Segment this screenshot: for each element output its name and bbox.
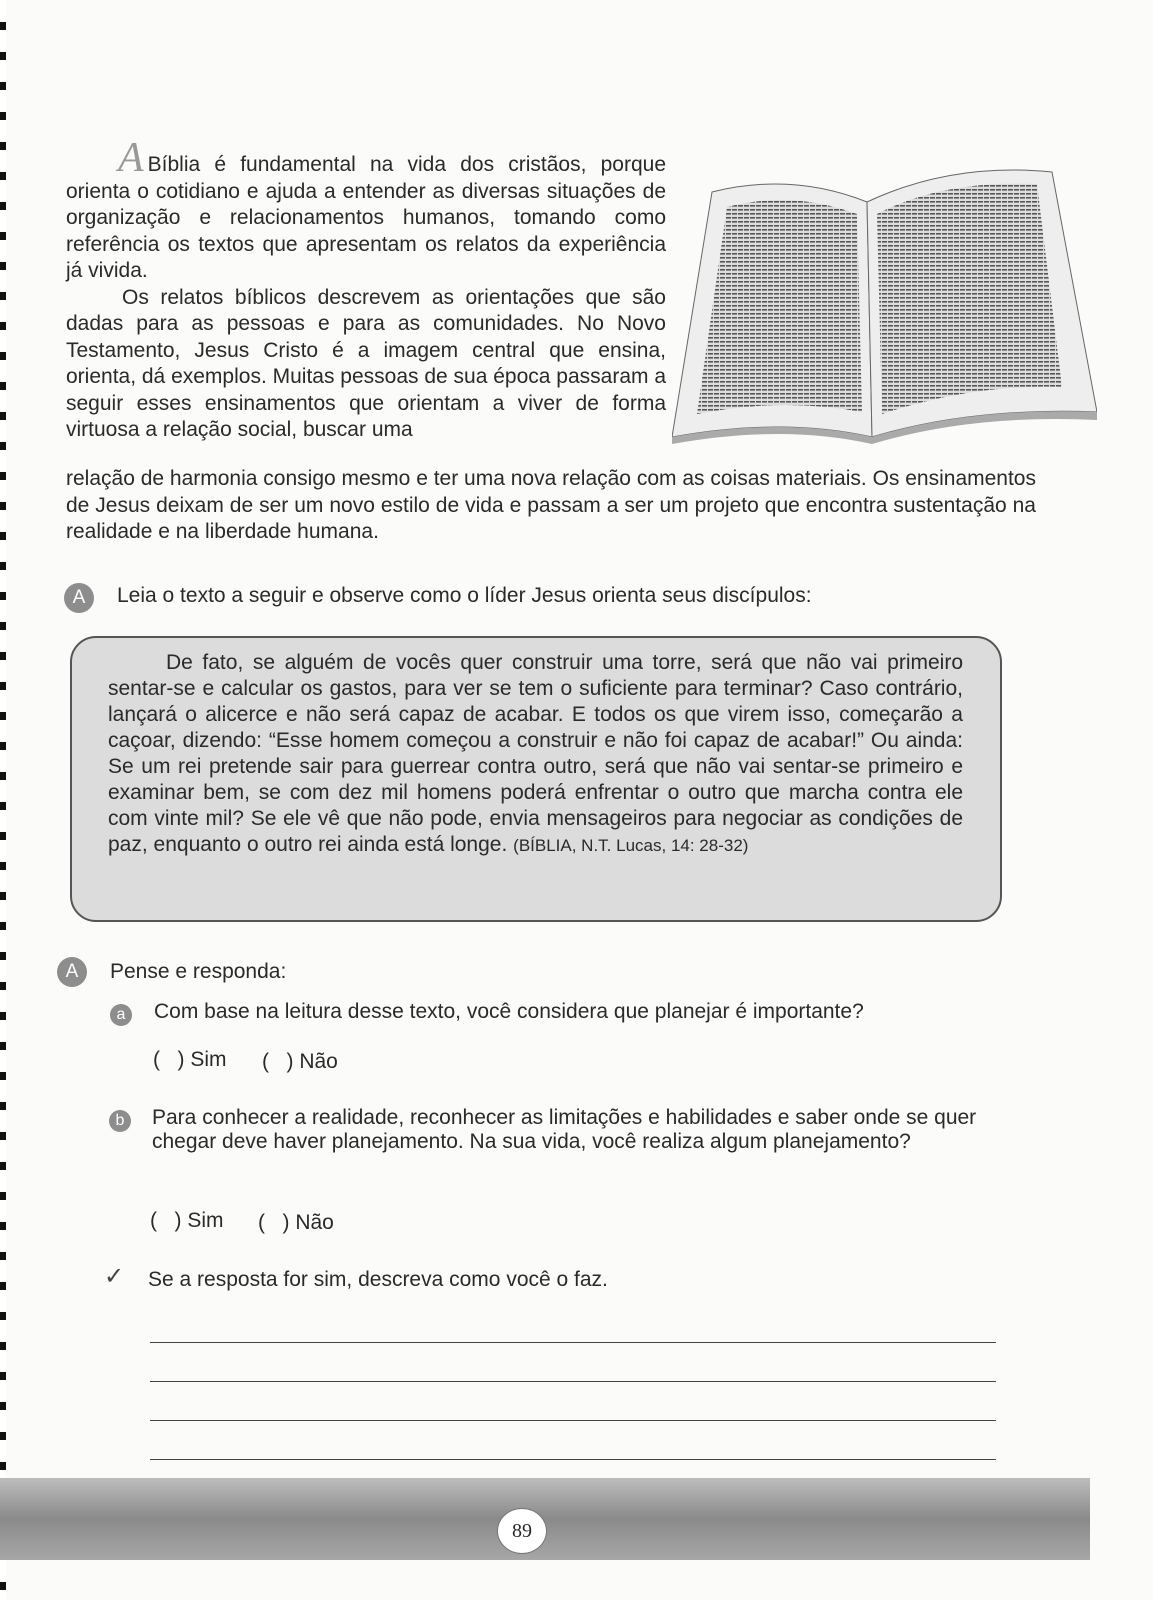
option-sim[interactable]: ( ) Sim <box>150 1209 224 1232</box>
intro-paragraph-2-continued: relação de harmonia consigo mesmo e ter uma nova relação com as coisas materiais. Os ensinamentos de Jesus deixam de ser um novo estilo de vida e passam a ser um projeto que encontra sustentação na realidade e na liberdade humana. <box>66 467 1036 543</box>
answer-line[interactable] <box>150 1342 996 1343</box>
answer-line[interactable] <box>150 1381 996 1382</box>
quote-reference: (BÍBLIA, N.T. Lucas, 14: 28-32) <box>513 836 749 855</box>
activity-badge: A <box>64 583 94 613</box>
option-nao[interactable]: ( ) Não <box>262 1050 338 1073</box>
question-a-text: Com base na leitura desse texto, você considera que planejar é importante? <box>154 1000 864 1023</box>
followup-prompt: Se a resposta for sim, descreva como você o faz. <box>148 1268 608 1291</box>
footer-band <box>0 1478 1090 1560</box>
answer-line[interactable] <box>150 1420 996 1421</box>
bible-quote-box <box>70 636 1002 922</box>
quote-text: De fato, se alguém de vocês quer construir uma torre, será que não vai primeiro sentar-se e calcular os gastos, para ver se tem o suficiente para terminar? Caso contrário, lançará o alicerce e não será capaz de acabar. E todos os que virem isso, começarão a caçoar, dizendo: “Esse homem começou a construir e não foi capaz de acabar!” Ou ainda: Se um rei pretende sair para guerrear contra outro, será que não vai sentar-se primeiro e examinar bem, se com dez mil homens poderá enfrentar o outro que marcha contra ele com vinte mil? Se ele vê que não pode, envia mensageiros para negociar as condições de paz, enquanto o outro rei ainda está longe. <box>108 651 963 856</box>
option-nao[interactable]: ( ) Não <box>258 1211 334 1234</box>
intro-paragraph-2: Os relatos bíblicos descrevem as orientações que são dadas para as pessoas e para as comunidades. No Novo Testamento, Jesus Cristo é a imagem central que ensina, orienta, dá exemplos. Muitas pessoas de sua época passaram a seguir esses ensinamentos que orientam a viver de forma virtuosa a relação social, buscar uma <box>66 285 667 441</box>
checkmark-icon: ✓ <box>104 1263 125 1290</box>
answer-line[interactable] <box>150 1459 996 1460</box>
question-letter-badge: b <box>109 1110 131 1132</box>
scan-binding-edge <box>0 0 6 1600</box>
activity-instruction: Leia o texto a seguir e observe como o líder Jesus orienta seus discípulos: <box>117 584 812 607</box>
activity-badge: A <box>57 957 87 987</box>
page-number: 89 <box>497 1508 547 1554</box>
intro-paragraphs <box>66 135 667 444</box>
intro-paragraph-1: Bíblia é fundamental na vida dos cristãos, porque orienta o cotidiano e ajuda a entender as diversas situações de organização e relacionamentos humanos, tomando como referência os textos que apresentam os relatos da experiência já vivida. <box>66 153 666 282</box>
question-b-text: Para conhecer a realidade, reconhecer as limitações e habilidades e saber onde se quer chegar deve haver planejamento. Na sua vida, você realiza algum planejamento? <box>152 1106 977 1153</box>
option-sim[interactable]: ( ) Sim <box>153 1048 227 1071</box>
drop-cap: A <box>118 135 144 181</box>
activity-instruction: Pense e responda: <box>110 960 287 983</box>
question-letter-badge: a <box>110 1004 132 1026</box>
open-bible-image <box>672 152 1097 447</box>
